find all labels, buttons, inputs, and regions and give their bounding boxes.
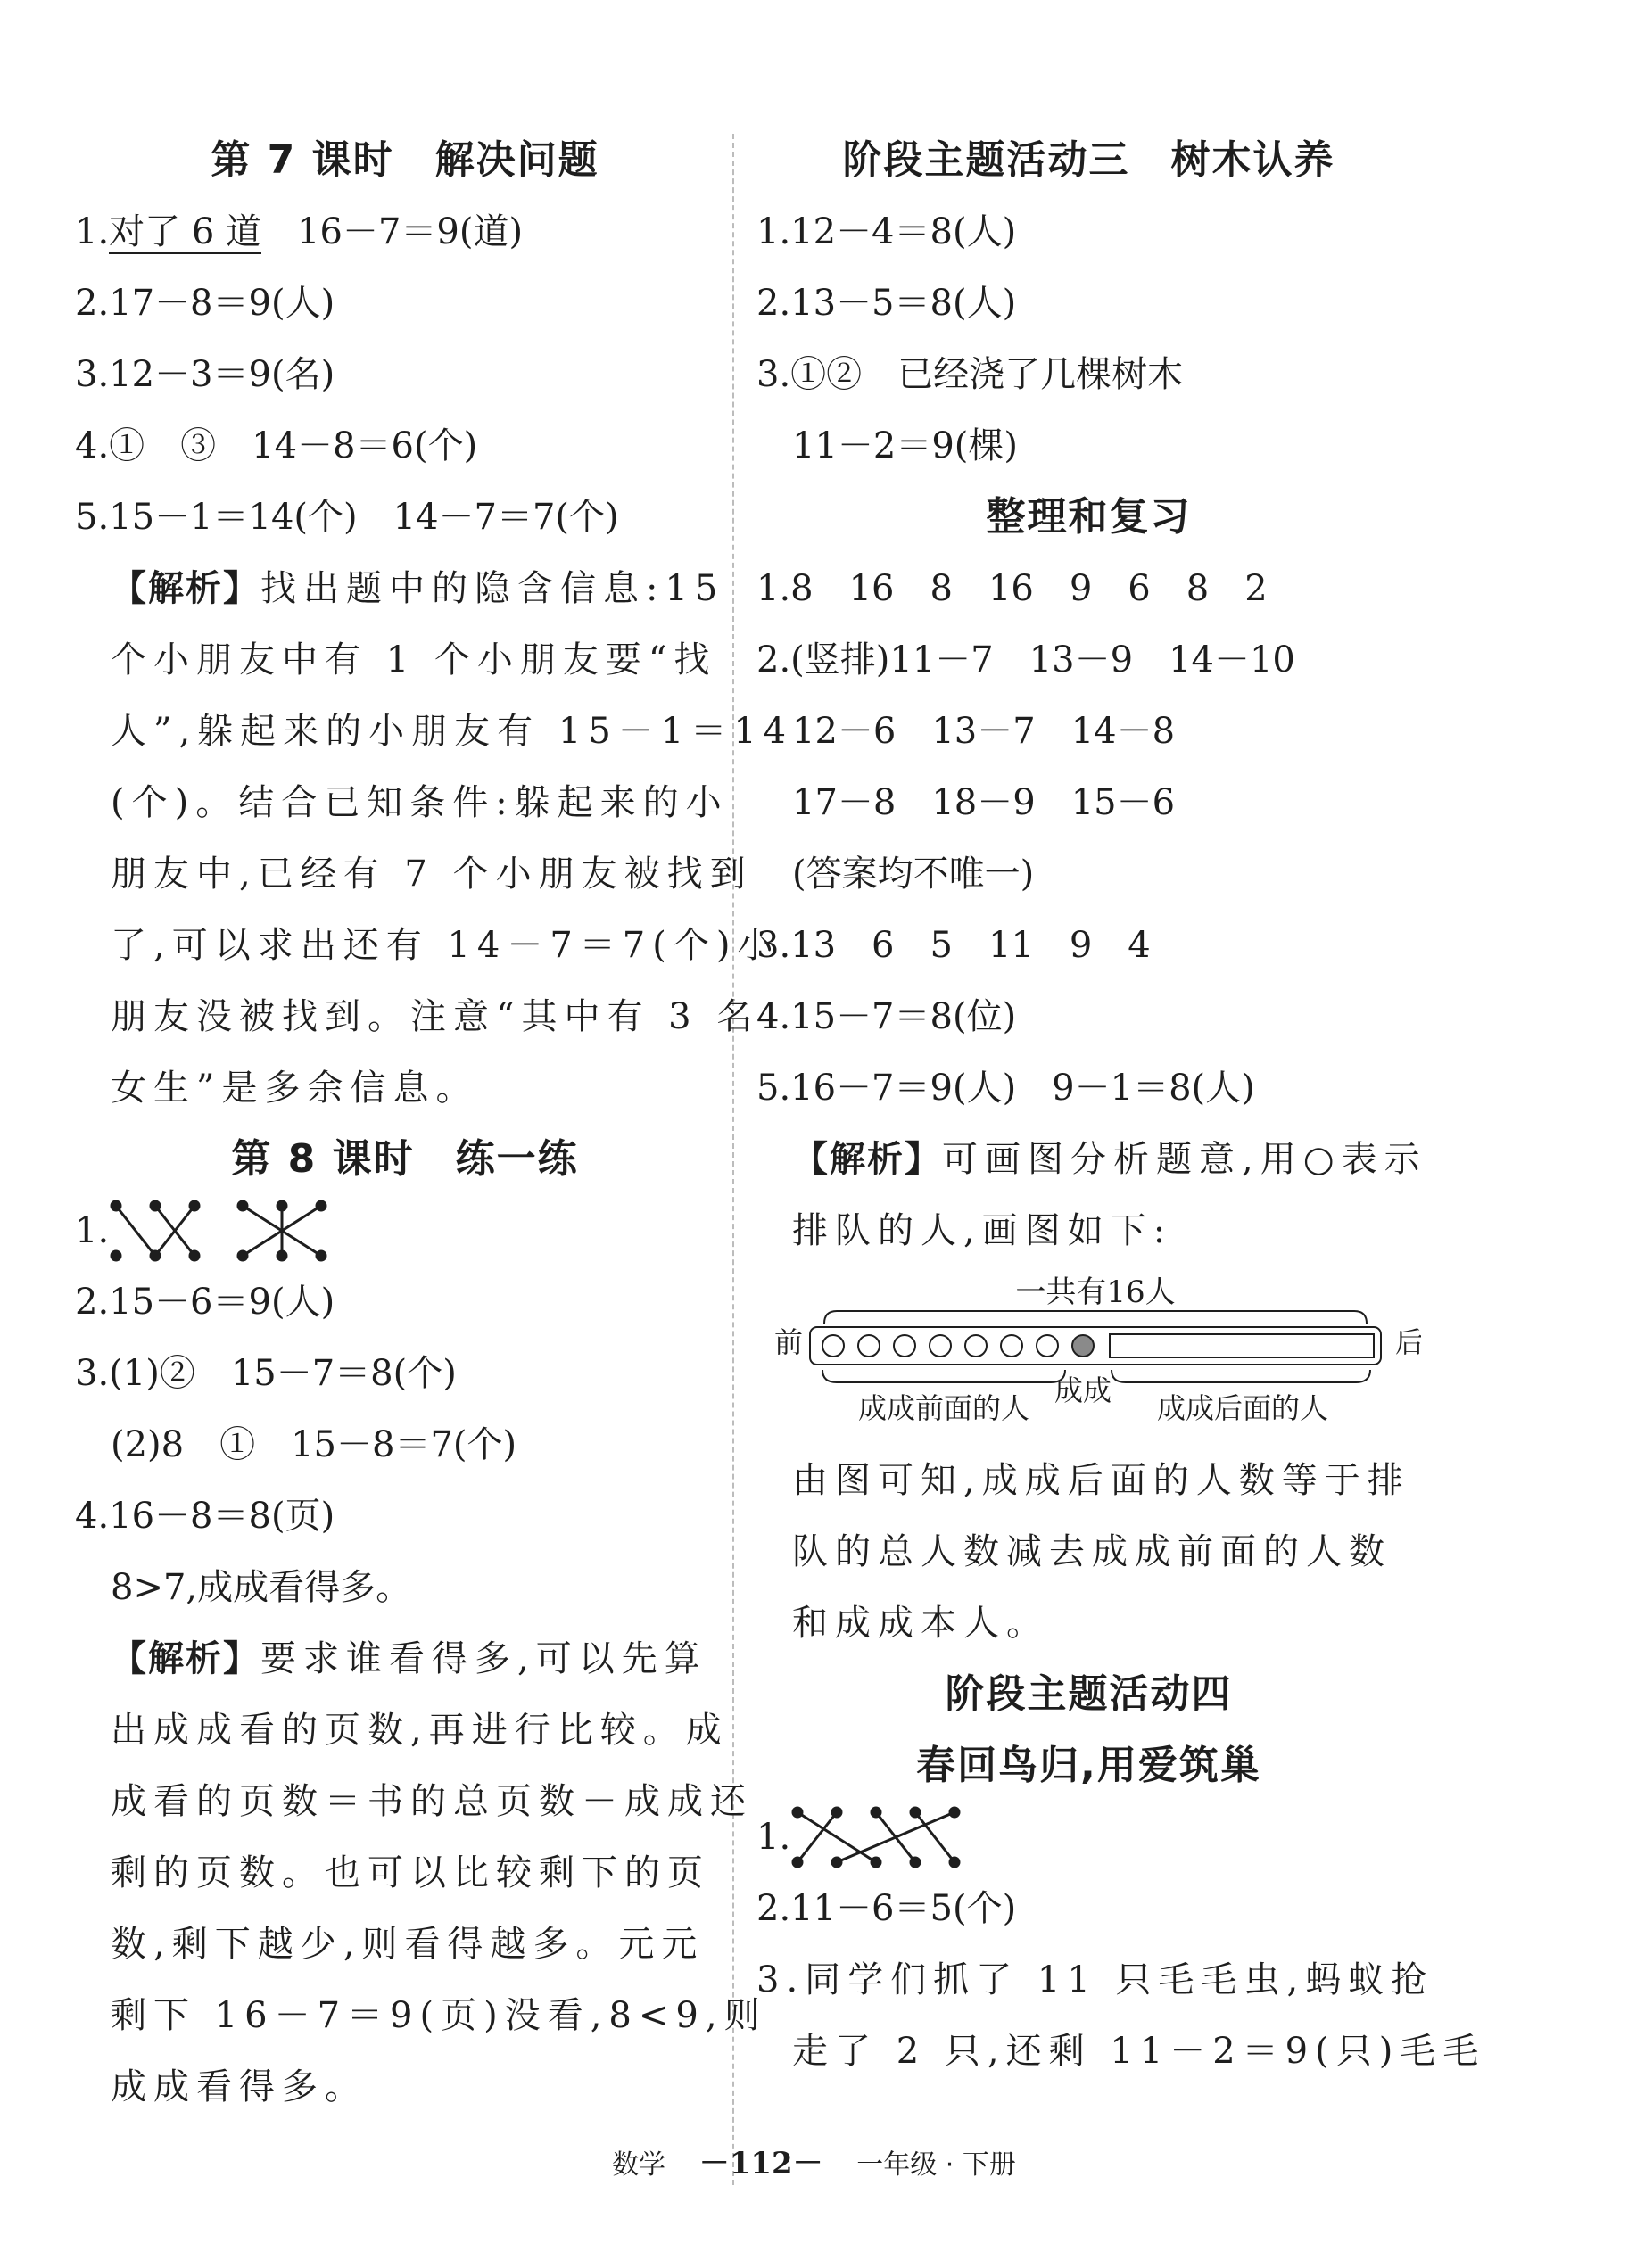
explanation-line: 人”,躲起来的小朋友有 15－1＝14 [111,711,794,752]
chengcheng-circle [1072,1335,1094,1357]
answer-line: (答案均不唯一) [792,854,1035,895]
explanation-line: 【解析】可画图分析题意,用○表示 [792,1138,1427,1180]
explanation-line: 【解析】要求谁看得多,可以先算 [111,1637,707,1679]
review-heading: 整理和复习 [986,494,1192,540]
page-footer [0,2139,1628,2182]
answer-line: 4.15－7＝8(位) [756,996,1017,1037]
answer-line: (2)8 ① 15－8＝7(个) [111,1424,517,1465]
answer-line: 3.(1)② 15－7＝8(个) [75,1353,457,1394]
answer-line: 3.同学们抓了 11 只毛毛虫,蚂蚁抢 [756,1959,1434,2000]
explanation-line: (个)。结合已知条件:躲起来的小 [111,782,729,823]
diagram-before-label: 成成前面的人 [857,1391,1030,1425]
diagram-total-label: 一共有16人 [1015,1274,1176,1310]
answer-line: 3.12－3＝9(名) [75,354,335,395]
queue-diagram-figure [756,1266,1421,1445]
explanation-line: 成成看得多。 [111,2066,368,2107]
front-brace [822,1370,1065,1382]
answer-line: 8>7,成成看得多。 [111,1567,412,1608]
answer-line: 5.15－1＝14(个) 14－7＝7(个) [75,497,619,538]
answer-line: 2.13－5＝8(人) [756,283,1017,324]
diagram-chengcheng-label: 成成 [1054,1373,1112,1407]
answer-line: 3.13 6 5 11 9 4 [756,925,1151,966]
answer-line: 5.16－7＝9(人) 9－1＝8(人) [756,1068,1255,1109]
activity-4-heading: 阶段主题活动四 [945,1671,1233,1717]
diagram-front-label: 前 [773,1325,804,1359]
answer-line: 3.①② 已经浇了几棵树木 [756,354,1184,395]
explanation-line: 剩下 16－7＝9(页)没看,8<9,则 [111,1995,767,2036]
matching-lines-figure [109,1195,341,1266]
explanation-line: 出成成看的页数,再进行比较。成 [111,1710,729,1751]
footer-subject: 数学 [612,2149,666,2181]
left-column [75,125,794,2123]
matching-answer-line: 1. [75,1195,735,1266]
diagram-after-label: 成成后面的人 [1156,1391,1329,1425]
lesson-7-heading: 第 7 课时 解决问题 [211,137,599,183]
answer-line: 4.16－8＝8(页) [75,1496,335,1537]
diagram-back-label: 后 [1394,1325,1421,1359]
explanation-line: 队的总人数减去成成前面的人数 [792,1531,1392,1572]
activity-3-heading: 阶段主题活动三 树木认养 [842,137,1335,183]
explanation-line: 和成成本人。 [792,1603,1049,1644]
answer-line: 2.(竖排)11－7 13－9 14－10 [756,639,1295,680]
back-brace [1112,1370,1370,1382]
page-number: －112－ [698,2146,823,2181]
activity-4-subheading: 春回鸟归,用爱筑巢 [916,1743,1261,1788]
right-column [756,125,1486,2087]
lesson-8-heading: 第 8 课时 练一练 [231,1136,579,1182]
answer-line: 2.15－6＝9(人) [75,1282,335,1323]
footer-grade: 一年级 · 下册 [856,2149,1016,2181]
explanation-line: 了,可以求出还有 14－7＝7(个)小 [111,925,781,966]
answer-line: 2.17－8＝9(人) [75,283,335,324]
explanation-line: 个小朋友中有 1 个小朋友要“找 [111,639,717,680]
answer-line: 1.12－4＝8(人) [756,211,1017,252]
front-people-circles [822,1335,1058,1357]
explanation-line: 女生”是多余信息。 [111,1068,479,1109]
explanation-line: 朋友没被找到。注意“其中有 3 名 [111,996,760,1037]
explanation-line: 由图可知,成成后面的人数等于排 [792,1460,1410,1501]
answer-line: 17－8 18－9 15－6 [792,782,1176,823]
back-people-bar [1110,1334,1374,1357]
total-brace [824,1311,1367,1324]
matching-answer-line: 1. [756,1802,1421,1873]
explanation-label: 【解析】 [111,1637,260,1679]
answer-line: 走了 2 只,还剩 11－2＝9(只)毛毛 [792,2031,1486,2072]
answer-line: 12－6 13－7 14－8 [792,711,1176,752]
answer-line: 1.对了 6 道 16－7＝9(道) [75,211,524,252]
answer-line: 4.① ③ 14－8＝6(个) [75,425,478,466]
answer-line: 2.11－6＝5(个) [756,1888,1017,1929]
explanation-line: 【解析】找出题中的隐含信息:15 [111,567,725,609]
explanation-line: 成看的页数＝书的总页数－成成还 [111,1781,753,1822]
explanation-line: 数,剩下越少,则看得越多。元元 [111,1924,705,1965]
matching-lines-figure [790,1802,969,1873]
explanation-label: 【解析】 [111,567,260,609]
explanation-line: 剩的页数。也可以比较剩下的页 [111,1852,710,1893]
explanation-label: 【解析】 [792,1138,942,1180]
queue-outline [810,1327,1381,1365]
explanation-line: 排队的人,画图如下: [792,1210,1173,1251]
queue-diagram [756,1266,1421,1445]
answer-line: 11－2＝9(棵) [792,425,1019,466]
explanation-line: 朋友中,已经有 7 个小朋友被找到 [111,854,753,895]
answer-line: 1.8 16 8 16 9 6 8 2 [756,568,1268,609]
underlined-answer: 对了 6 道 [109,211,262,252]
